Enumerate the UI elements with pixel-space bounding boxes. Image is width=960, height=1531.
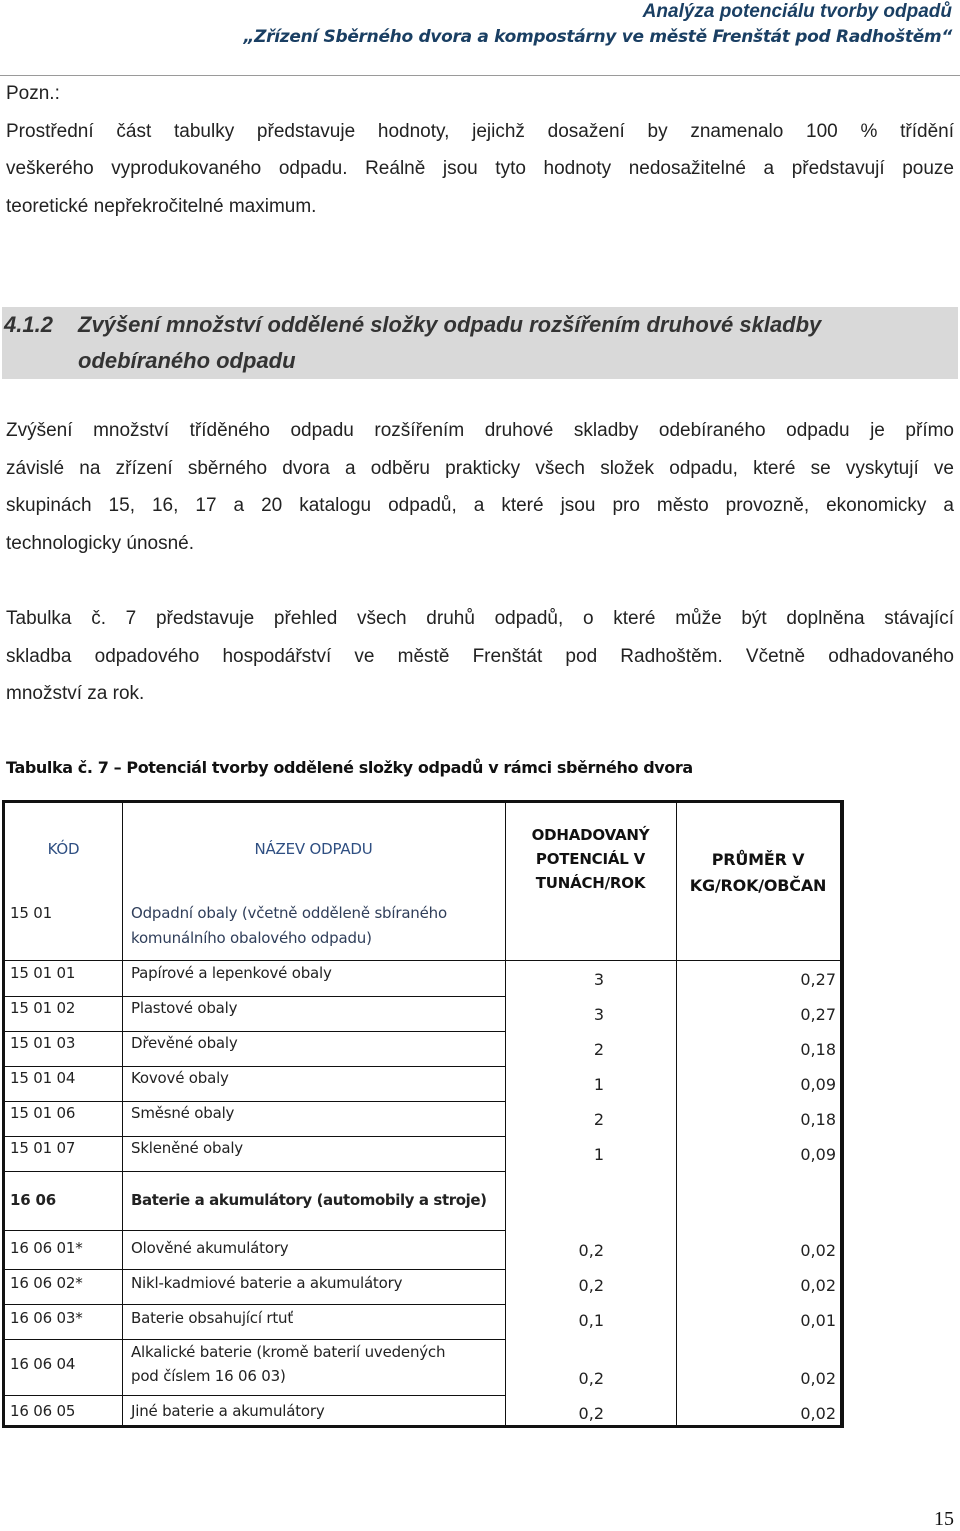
- header-title: Analýza potenciálu tvorby odpadů: [642, 1, 952, 22]
- row-kg: 0,02: [800, 1276, 836, 1295]
- column-divider: [122, 803, 123, 1425]
- group-name: Baterie a akumulátory (automobily a stroje): [131, 1191, 487, 1209]
- page-number: 15: [934, 1508, 954, 1530]
- row-kg: 0,18: [800, 1040, 836, 1059]
- row-code: 15 01 07: [10, 1139, 76, 1157]
- row-kg: 0,27: [800, 1005, 836, 1024]
- row-divider: [5, 1066, 505, 1067]
- paragraph-line: skupinách 15, 16, 17 a 20 katalogu odpadů, a které jsou pro město provozně, ekonomicky a: [6, 495, 954, 516]
- group-code: 15 01: [10, 904, 52, 922]
- row-tons: 0,2: [578, 1369, 604, 1388]
- row-name: Baterie obsahující rtuť: [131, 1309, 293, 1327]
- row-kg: 0,09: [800, 1145, 836, 1164]
- row-name: Papírové a lepenkové obaly: [131, 964, 332, 982]
- row-tons: 3: [593, 970, 604, 989]
- row-kg: 0,02: [800, 1404, 836, 1423]
- waste-table: [2, 800, 844, 1428]
- note-line: teoretické nepřekročitelné maximum.: [6, 195, 317, 217]
- row-kg: 0,02: [800, 1369, 836, 1388]
- row-name: Nikl-kadmiové baterie a akumulátory: [131, 1274, 403, 1292]
- note-label: Pozn.:: [6, 83, 60, 104]
- section-title-line: odebíraného odpadu: [78, 348, 296, 373]
- body-paragraph-1: [6, 412, 954, 562]
- row-name: Olověné akumulátory: [131, 1239, 289, 1257]
- row-tons: 2: [593, 1040, 604, 1059]
- running-header: [243, 0, 952, 50]
- row-divider: [5, 1171, 505, 1172]
- row-divider: [5, 1230, 505, 1231]
- section-heading: [2, 307, 958, 379]
- row-code: 16 06 02*: [10, 1274, 83, 1292]
- row-name: Skleněné obaly: [131, 1139, 243, 1157]
- note-line: veškerého vyprodukovaného odpadu. Reálně jsou tyto hodnoty nedosažitelné a představují pouze: [6, 158, 954, 179]
- row-tons: 0,1: [578, 1311, 604, 1330]
- row-kg: 0,09: [800, 1075, 836, 1094]
- row-kg: 0,02: [800, 1241, 836, 1260]
- paragraph-line: skladba odpadového hospodářství ve městě Frenštát pod Radhoštěm. Včetně odhadovaného: [6, 645, 954, 667]
- row-name-line: Alkalické baterie (kromě baterií uvedených: [131, 1343, 446, 1361]
- paragraph-line: Zvýšení množství tříděného odpadu rozšířením druhové skladby odebíraného odpadu je přímo: [6, 420, 954, 441]
- group-name-line: Odpadní obaly (včetně odděleně sbíraného: [131, 904, 447, 922]
- row-divider: [5, 1269, 505, 1270]
- row-code: 15 01 03: [10, 1034, 76, 1052]
- header-potential-line: ODHADOVANÝ: [531, 826, 650, 844]
- paragraph-line: množství za rok.: [6, 683, 145, 704]
- paragraph-line: závislé na zřízení sběrného dvora a odběru prakticky všech složek odpadu, které se vyskytují ve: [6, 457, 954, 479]
- row-kg: 0,18: [800, 1110, 836, 1129]
- row-divider: [5, 996, 505, 997]
- row-kg: 0,01: [800, 1311, 836, 1330]
- row-name: Kovové obaly: [131, 1069, 229, 1087]
- row-tons: 2: [593, 1110, 604, 1129]
- row-kg: 0,27: [800, 970, 836, 989]
- paragraph-line: technologicky únosné.: [6, 532, 195, 554]
- section-number: 4.1.2: [4, 312, 53, 337]
- row-name: Směsné obaly: [131, 1104, 235, 1122]
- header-average: [676, 847, 840, 899]
- row-code: 15 01 06: [10, 1104, 76, 1122]
- row-code: 15 01 04: [10, 1069, 76, 1087]
- row-code: 16 06 03*: [10, 1309, 83, 1327]
- row-tons: 0,2: [578, 1276, 604, 1295]
- header-potential-line: TUNÁCH/ROK: [535, 874, 646, 892]
- row-name: Jiné baterie a akumulátory: [131, 1402, 325, 1420]
- row-code: 16 06 04: [10, 1355, 76, 1373]
- row-code: 15 01 01: [10, 964, 76, 982]
- header-subtitle: „Zřízení Sběrného dvora a kompostárny ve městě Frenštát pod Radhoštěm“: [243, 27, 952, 47]
- header-name: NÁZEV ODPADU: [254, 840, 373, 858]
- row-name: Plastové obaly: [131, 999, 238, 1017]
- row-code: 16 06 01*: [10, 1239, 83, 1257]
- group-name-line: komunálního obalového odpadu): [131, 929, 372, 947]
- row-divider: [5, 1395, 505, 1396]
- header-code: KÓD: [47, 840, 80, 858]
- row-code: 16 06 05: [10, 1402, 76, 1420]
- row-code: 15 01 02: [10, 999, 76, 1017]
- row-divider: [5, 1031, 505, 1032]
- header-average-line: PRŮMĚR V: [711, 850, 805, 869]
- header-potential: [505, 823, 676, 895]
- row-divider: [5, 1101, 505, 1102]
- row-name: Dřevěné obaly: [131, 1034, 238, 1052]
- note-line: Prostřední část tabulky představuje hodnoty, jejichž dosažení by znamenalo 100 % třídění: [6, 120, 954, 142]
- paragraph-line: Tabulka č. 7 představuje přehled všech druhů odpadů, o které může být doplněna stávající: [6, 608, 954, 629]
- table-caption: Tabulka č. 7 – Potenciál tvorby oddělené složky odpadů v rámci sběrného dvora: [6, 758, 693, 777]
- header-potential-line: POTENCIÁL V: [535, 850, 646, 868]
- row-tons: 0,2: [578, 1241, 604, 1260]
- section-title-line: Zvýšení množství oddělené složky odpadu rozšířením druhové skladby: [78, 312, 822, 337]
- header-average-line: KG/ROK/OBČAN: [689, 876, 827, 895]
- group-code: 16 06: [10, 1191, 56, 1209]
- row-name-line: pod číslem 16 06 03): [131, 1367, 286, 1385]
- row-tons: 0,2: [578, 1404, 604, 1423]
- row-tons: 1: [593, 1075, 604, 1094]
- row-divider: [5, 1304, 505, 1305]
- row-divider: [5, 1136, 505, 1137]
- body-paragraph-2: [6, 600, 954, 713]
- note-paragraph: [6, 75, 954, 225]
- row-tons: 3: [593, 1005, 604, 1024]
- row-tons: 1: [593, 1145, 604, 1164]
